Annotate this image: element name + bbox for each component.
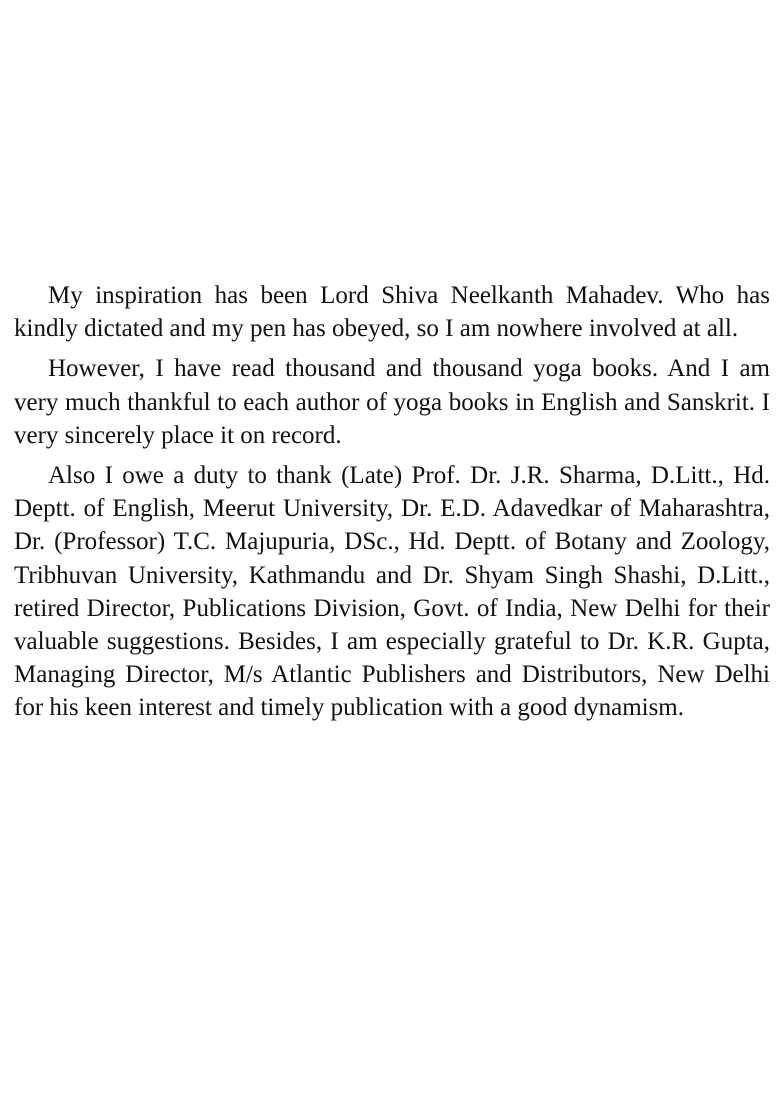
paragraph-yoga-books: However, I have read thousand and thousand yoga books. And I am very much thankful to each author of yoga books in English and Sanskrit. I very sincerely place it on record. <box>14 355 770 449</box>
paragraph-thanks: Also I owe a duty to thank (Late) Prof. Dr. J.R. Sharma, D.Litt., Hd. Deptt. of English, Meerut University, Dr. E.D. Adavedkar of Maharashtra, Dr. (Professor) T.C. Majupuria, DSc., Hd. Deptt. of Botany and Zoology, Tribhuvan University, Kathmandu and Dr. Shyam Singh Shashi, D.Litt., retired Director, Publications Division, Govt. of India, New Delhi for their valuable suggestions. Besides, I am especially grateful to Dr. K.R. Gupta, Managing Director, M/s Atlantic Publishers and Distributors, New Delhi for his keen interest and timely publication with a good dynamism. <box>14 462 770 722</box>
acknowledgement-text <box>14 279 770 732</box>
paragraph-inspiration: My inspiration has been Lord Shiva Neelkanth Mahadev. Who has kindly dictated and my pen has obeyed, so I am nowhere involved at all. <box>14 282 770 343</box>
